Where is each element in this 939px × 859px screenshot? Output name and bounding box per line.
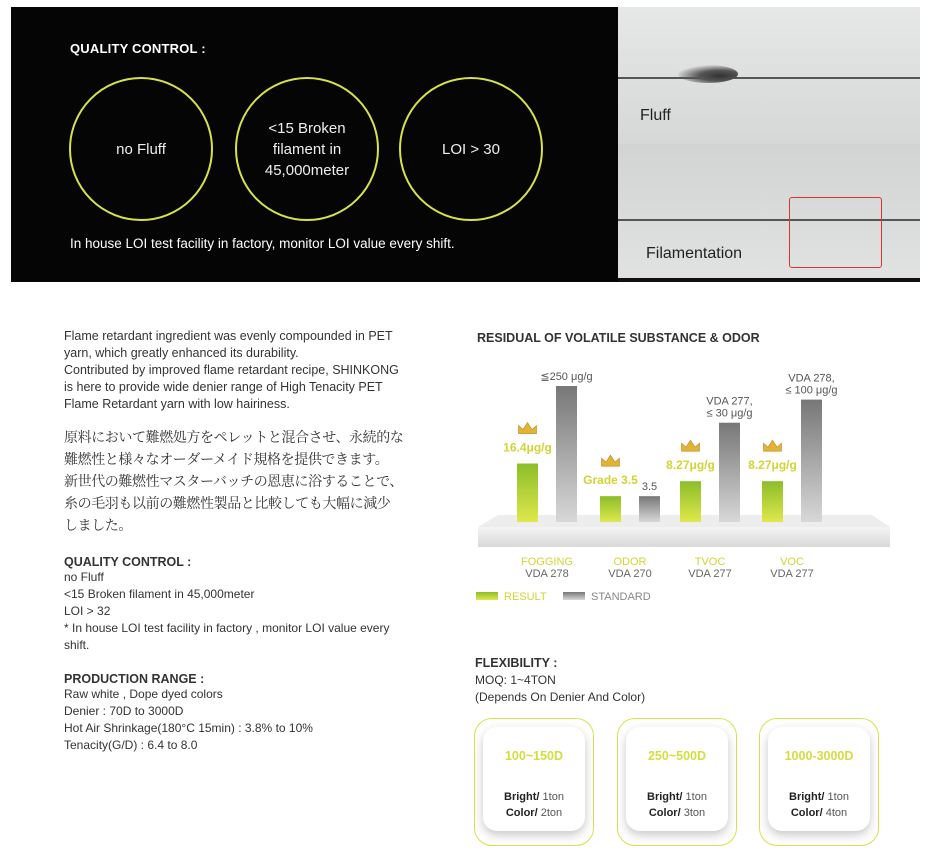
intro-line: Flame retardant ingredient was evenly compounded in PET [64,329,393,343]
crown-icon [764,440,782,451]
flex-card-range: 1000-3000D [784,749,854,763]
category-label: TVOC [694,556,726,568]
circle-no-fluff: no Fluff [69,77,213,221]
fiber-strand [618,77,920,79]
standard-label-tvoc: VDA 277, ≤ 30 μg/g [706,395,753,420]
production-line: Tenacity(G/D) : 6.4 to 8.0 [64,738,198,752]
flex-card-inner [768,727,870,831]
crown-icon [602,455,620,466]
crown-icon [682,440,700,451]
category-label: FOGGING [521,556,573,568]
flex-card-bright: Bright/ 1ton [789,791,849,803]
photo-edge [618,278,920,282]
category-sublabel: VDA 277 [688,568,732,580]
intro-jp-line: 新世代の難燃性マスターバッチの恩恵に浴することで、 [64,474,404,490]
chart-title: RESIDUAL OF VOLATILE SUBSTANCE & ODOR [477,331,760,345]
result-label-voc: 8.27μg/g [748,458,797,473]
intro-jp-line: 難燃性と様々なオーダーメイド規格を提供できます。 [64,452,389,468]
flex-card-bright: Bright/ 1ton [504,791,564,803]
circle-loi: LOI > 30 [399,77,543,221]
quality-line: LOI > 32 [64,604,111,618]
production-line: Raw white , Dope dyed colors [64,687,223,701]
description-column [64,328,429,754]
intro-line: is here to provide wide denier range of High Tenacity PET [64,380,383,394]
intro-jp-line: 糸の毛羽も以前の難燃性製品と比較しても大幅に減少 [64,496,391,512]
legend-swatch-standard [563,592,585,600]
flex-card-color: Color/ 4ton [790,807,848,819]
flex-card-color: Color/ 3ton [648,807,706,819]
fluff-mark [678,65,738,83]
bar-standard-odor [639,496,660,522]
quality-banner [11,7,920,282]
flex-card-range: 250~500D [647,749,707,763]
intro-jp-line: しました。 [64,518,132,534]
quality-line: no Fluff [64,570,104,584]
photo-label-fluff: Fluff [640,107,671,124]
bar-result-fogging [517,464,538,522]
category-sublabel: VDA 278 [525,568,569,580]
banner-heading: QUALITY CONTROL : [70,41,206,56]
bar-standard-tvoc [719,423,740,522]
standard-label-fogging: ≦250 μg/g [540,371,593,383]
highlight-box [789,197,882,268]
flex-card-color: Color/ 2ton [505,807,563,819]
bar-standard-voc [801,400,822,522]
circle-broken-filament: <15 Broken filament in 45,000meter [235,77,379,221]
category-sublabel: VDA 277 [770,568,814,580]
production-list [64,686,429,754]
result-label-fogging: 16.4μg/g [503,440,552,455]
intro-line: Contributed by improved flame retardant recipe, SHINKONG [64,363,399,377]
flexibility-title: FLEXIBILITY : [475,656,558,670]
intro-line: Flame Retardant yarn with low hairiness. [64,397,290,411]
quality-line: shift. [64,638,90,652]
flex-card-range: 100~150D [504,749,564,763]
intro-english [64,328,429,413]
result-label-tvoc: 8.27μg/g [666,458,715,473]
photo-label-filamentation: Filamentation [646,245,743,262]
bar-result-voc [762,481,783,522]
flexibility-note: (Depends On Denier And Color) [475,690,646,704]
legend-label-result: RESULT [504,591,547,603]
flex-card-250-500d [617,718,737,846]
production-line: Hot Air Shrinkage(180°C 15min) : 3.8% to 10% [64,721,313,735]
flex-card-1000-3000d [759,718,879,846]
legend-swatch-result [476,592,498,600]
bar-standard-fogging [556,386,577,522]
quality-line: * In house LOI test facility in factory , monitor LOI value every [64,621,390,635]
standard-label-odor: 3.5 [641,481,658,494]
category-label: ODOR [613,556,647,568]
category-label: VOC [780,556,804,568]
intro-japanese [64,427,429,537]
flex-card-100-150d [474,718,594,846]
flex-card-bright: Bright/ 1ton [647,791,707,803]
chart-platform-front [478,527,890,547]
flex-card-inner [626,727,728,831]
intro-line: yarn, which greatly enhanced its durability. [64,346,299,360]
flexibility-moq: MOQ: 1~4TON [475,673,556,687]
banner-note: In house LOI test facility in factory, monitor LOI value every shift. [70,236,455,251]
category-sublabel: VDA 270 [608,568,652,580]
standard-label-voc: VDA 278, ≤ 100 μg/g [785,372,838,397]
intro-jp-line: 原料において難燃処方をペレットと混合させ、永続的な [64,430,404,446]
bar-result-odor [600,496,621,522]
crown-icon [519,423,537,434]
quality-line: <15 Broken filament in 45,000meter [64,587,255,601]
yarn-microscope-photo [618,7,920,282]
bar-result-tvoc [680,481,701,522]
volatile-chart [470,355,890,610]
flex-card-inner [483,727,585,831]
production-line: Denier : 70D to 3000D [64,704,184,718]
quality-title: QUALITY CONTROL : [64,555,192,569]
quality-list [64,569,429,654]
production-title: PRODUCTION RANGE : [64,672,205,686]
legend-label-standard: STANDARD [591,591,651,603]
result-label-odor: Grade 3.5 [583,473,638,488]
